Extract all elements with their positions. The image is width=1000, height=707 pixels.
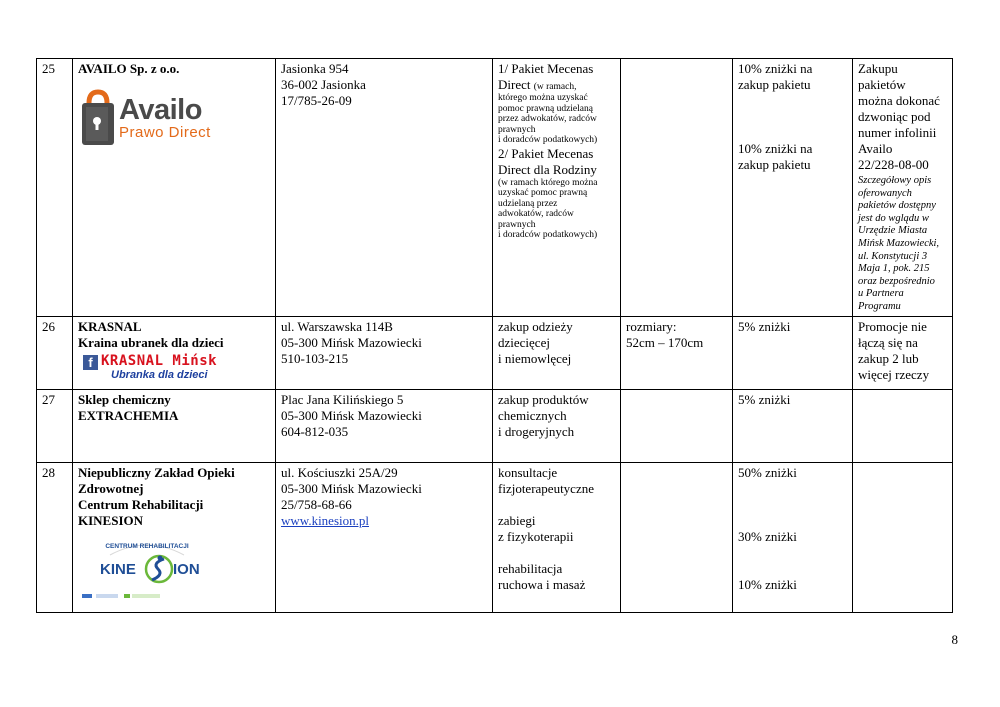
eu-funding-mark xyxy=(82,594,92,598)
range-line: rozmiary: xyxy=(626,318,677,334)
package-note-line: przez adwokatów, radców xyxy=(498,114,597,124)
table-row xyxy=(37,462,953,612)
offer-line: dziecięcej xyxy=(498,334,550,350)
phone: 604-812-035 xyxy=(281,423,349,439)
partner-name-line: Centrum Rehabilitacji xyxy=(78,496,204,512)
discount-line: 10% zniżki xyxy=(738,576,797,592)
krasnal-logo xyxy=(83,353,271,381)
availo-logo-sub: Prawo Direct xyxy=(119,124,211,141)
note-line: ul. Konstytucji 3 xyxy=(858,250,928,262)
package-1-title: 1/ Pakiet Mecenas xyxy=(498,61,594,76)
table-row xyxy=(37,316,953,389)
address-cell xyxy=(276,389,493,462)
remarks-cell xyxy=(853,316,953,389)
offer-line: zabiegi xyxy=(498,512,536,528)
address-line: ul. Kościuszki 25A/29 xyxy=(281,464,398,480)
partner-name: KRASNAL xyxy=(78,318,142,334)
partner-subtitle: Kraina ubranek dla dzieci xyxy=(78,334,224,350)
offer-line: zakup odzieży xyxy=(498,318,573,334)
kinesion-logo xyxy=(82,537,271,603)
offer-cell xyxy=(493,59,621,317)
remarks-line: dzwoniąc pod xyxy=(858,109,931,124)
remarks-line: Zakupu pakietów xyxy=(858,61,906,92)
package-1-title-b: Direct xyxy=(498,77,531,92)
note-line: oferowanych xyxy=(858,187,912,199)
discount-line: 10% zniżki na xyxy=(738,141,813,156)
remarks-line: numer infolinii xyxy=(858,125,937,140)
remarks-line: zakup 2 lub xyxy=(858,350,919,366)
partner-name: Niepubliczny Zakład Opieki xyxy=(78,464,235,480)
discount-line: 10% zniżki na xyxy=(738,61,813,76)
offer-line: chemicznych xyxy=(498,407,567,423)
note-line: u Partnera xyxy=(858,288,904,300)
discount-line: zakup pakietu xyxy=(738,77,811,92)
offer-line: rehabilitacja xyxy=(498,560,563,576)
briefcase-lock-icon xyxy=(81,89,115,147)
range-line: 52cm – 170cm xyxy=(626,334,704,350)
package-2-title: 2/ Pakiet Mecenas xyxy=(498,145,594,161)
phone: 510-103-215 xyxy=(281,350,349,366)
kinesion-logo-top: CENTRUM REHABILITACJI xyxy=(105,542,189,550)
discount-line: 50% zniżki xyxy=(738,464,797,480)
package-2-title-b: Direct dla Rodziny xyxy=(498,161,597,177)
range-cell xyxy=(621,59,733,317)
package-note-line: i doradców podatkowych) xyxy=(498,230,598,240)
address-cell xyxy=(276,462,493,612)
offer-line: z fizykoterapii xyxy=(498,528,574,544)
remarks-line: więcej rzeczy xyxy=(858,366,930,382)
phone: 17/785-26-09 xyxy=(281,93,352,108)
range-cell xyxy=(621,316,733,389)
range-cell xyxy=(621,462,733,612)
eu-funding-mark xyxy=(132,594,160,598)
discount-line: 30% zniżki xyxy=(738,528,797,544)
package-note-line: udzielaną przez xyxy=(498,198,558,209)
discount-cell xyxy=(733,316,853,389)
availo-logo-word: Availo xyxy=(119,94,202,126)
row-number: 28 xyxy=(37,462,73,612)
partner-name: AVAILO Sp. z o.o. xyxy=(78,61,180,76)
note-line: Szczegółowy opis xyxy=(858,175,932,186)
address-cell xyxy=(276,316,493,389)
address-line: 05-300 Mińsk Mazowiecki xyxy=(281,334,422,350)
kinesion-logo-right: ION xyxy=(173,560,200,578)
discount-cell xyxy=(733,59,853,317)
discount-cell xyxy=(733,462,853,612)
partner-name-line: Zdrowotnej xyxy=(78,480,144,496)
offer-line: ruchowa i masaż xyxy=(498,576,586,592)
krasnal-logo-sub: Ubranka dla dzieci xyxy=(111,368,208,381)
row-number: 26 xyxy=(37,316,73,389)
package-note-line: którego można uzyskać xyxy=(498,93,588,103)
partner-name-cell xyxy=(73,316,276,389)
partner-subtitle: EXTRACHEMIA xyxy=(78,407,179,423)
facebook-icon: f xyxy=(83,355,98,370)
note-line: pakietów dostępny xyxy=(858,200,936,212)
package-note-line: prawnych xyxy=(498,219,536,230)
package-note-line: pomoc prawną udzielaną xyxy=(498,103,593,114)
discount-line: zakup pakietu xyxy=(738,157,811,172)
partner-name-cell xyxy=(73,462,276,612)
offer-cell xyxy=(493,462,621,612)
package-note-line: (w ramach którego można xyxy=(498,177,598,188)
row-number: 25 xyxy=(37,59,73,317)
partner-name-cell xyxy=(73,59,276,317)
note-line: Mińsk Mazowiecki, xyxy=(858,237,940,249)
address-line: Plac Jana Kilińskiego 5 xyxy=(281,391,404,407)
eu-funding-mark xyxy=(96,594,118,598)
discount-cell xyxy=(733,389,853,462)
discount-line: 5% zniżki xyxy=(738,391,791,407)
offer-line: konsultacje xyxy=(498,464,558,480)
partner-name: Sklep chemiczny xyxy=(78,391,171,407)
remarks-line: łączą się na xyxy=(858,334,918,350)
remarks-cell xyxy=(853,59,953,317)
kinesion-logo-left: KINE xyxy=(100,560,136,578)
address-line: ul. Warszawska 114B xyxy=(281,318,393,334)
row-number: 27 xyxy=(37,389,73,462)
table-row xyxy=(37,59,953,317)
partner-name-cell xyxy=(73,389,276,462)
address-cell xyxy=(276,59,493,317)
range-cell xyxy=(621,389,733,462)
remarks-line: 22/228-08-00 xyxy=(858,157,929,172)
package-note-line: prawnych xyxy=(498,124,536,135)
note-line: oraz bezpośrednio xyxy=(858,275,935,287)
table-row xyxy=(37,389,953,462)
note-line: jest do wglądu w xyxy=(858,212,929,224)
page-number: 8 xyxy=(951,632,958,647)
website-link[interactable]: www.kinesion.pl xyxy=(281,512,369,528)
discount-line: 5% zniżki xyxy=(738,318,791,334)
offer-cell xyxy=(493,316,621,389)
partner-name-line: KINESION xyxy=(78,512,144,528)
remarks-line: można dokonać xyxy=(858,93,940,108)
offer-line: fizjoterapeutyczne xyxy=(498,480,594,496)
note-line: Urzędzie Miasta xyxy=(858,225,928,237)
eu-funding-mark xyxy=(124,594,130,598)
remarks-line: Promocje nie xyxy=(858,318,927,334)
note-line: Programu xyxy=(858,300,901,312)
offer-line: i niemowlęcej xyxy=(498,350,572,366)
address-line: 36-002 Jasionka xyxy=(281,77,366,92)
remarks-note xyxy=(858,175,948,314)
package-note-line: adwokatów, radców xyxy=(498,209,574,219)
offer-line: zakup produktów xyxy=(498,391,589,407)
offer-line: i drogeryjnych xyxy=(498,423,575,439)
note-line: Maja 1, pok. 215 xyxy=(858,263,930,275)
phone: 25/758-68-66 xyxy=(281,496,352,512)
address-line: 05-300 Mińsk Mazowiecki xyxy=(281,480,422,496)
krasnal-logo-title: KRASNAL Mińsk xyxy=(101,352,218,369)
offer-cell xyxy=(493,389,621,462)
partners-table xyxy=(36,58,953,613)
package-1-note: (w ramach, xyxy=(533,82,577,92)
remarks-cell xyxy=(853,389,953,462)
address-line: Jasionka 954 xyxy=(281,61,349,76)
availo-logo xyxy=(81,89,271,147)
remarks-line: Availo xyxy=(858,141,893,156)
address-line: 05-300 Mińsk Mazowiecki xyxy=(281,407,422,423)
package-note-line: uzyskać pomoc prawną xyxy=(498,188,588,198)
remarks-cell xyxy=(853,462,953,612)
package-note-line: i doradców podatkowych) xyxy=(498,135,598,145)
